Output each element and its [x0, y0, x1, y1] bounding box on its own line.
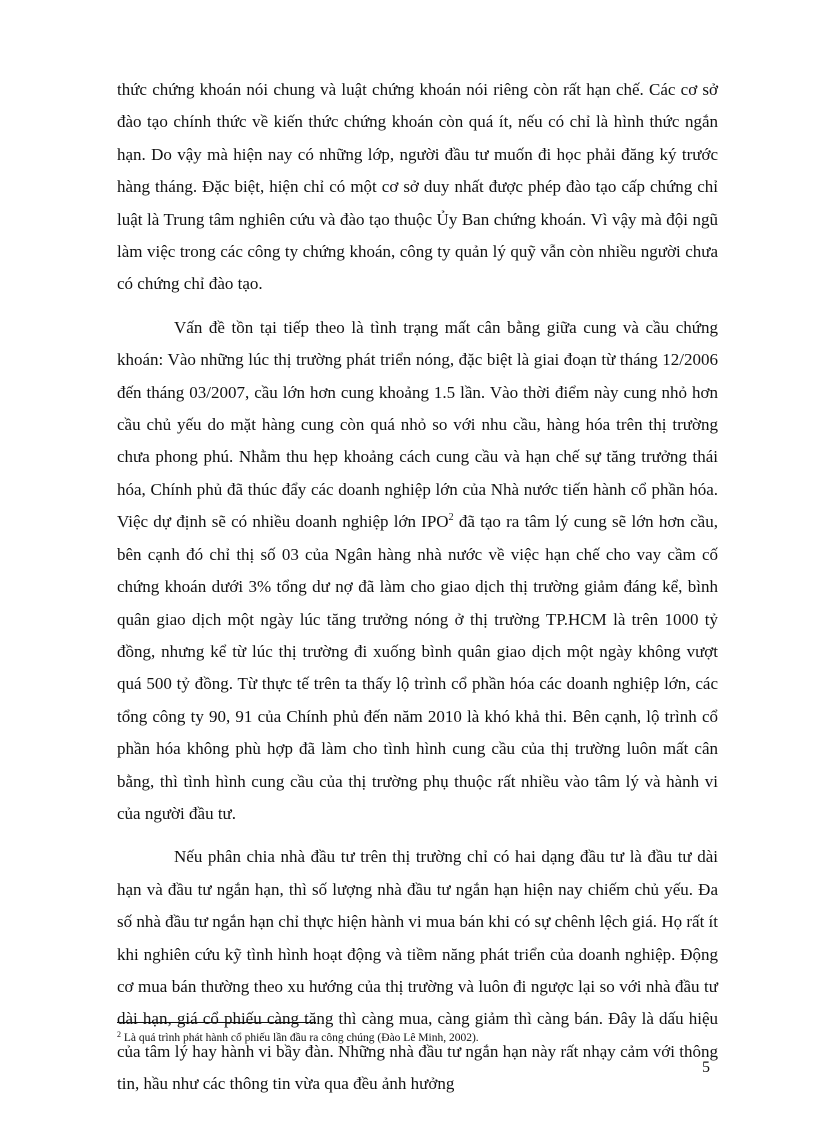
paragraph-text-after-footnote: đã tạo ra tâm lý cung sẽ lớn hơn cầu, bên cạnh đó chỉ thị số 03 của Ngân hàng nhà nước về việc hạn chế cho vay cầm cố chứng khoán dưới 3% tổng dư nợ đã làm cho giao dịch thị trường giảm đáng kể, bình quân giao dịch một ngày lúc tăng trưởng nóng ở thị trường TP.HCM là trên 1000 tỷ đồng, nhưng kể từ lúc thị trường đi xuống bình quân giao dịch một ngày không vượt quá 500 tỷ đồng. Từ thực tế trên ta thấy lộ trình cổ phần hóa các doanh nghiệp lớn, các tổng công ty 90, 91 của Chính phủ đến năm 2010 là khó khả thi. Bên cạnh, lộ trình cổ phần hóa không phù hợp đã làm cho tình hình cung cầu của thị trường luôn mất cân bằng, thì tình hình cung cầu của thị trường phụ thuộc rất nhiều vào tâm lý và hành vi của người đầu tư.: [117, 512, 718, 823]
footnote-divider: [117, 1022, 316, 1023]
footnote-reference: 2: [448, 512, 454, 524]
footnote: [117, 1030, 718, 1046]
body-text: [117, 74, 718, 1112]
paragraph-supply-demand: [117, 312, 718, 831]
page-number: 5: [702, 1059, 710, 1076]
paragraph-investor-types: Nếu phân chia nhà đầu tư trên thị trường chỉ có hai dạng đầu tư là đầu tư dài hạn và đầu tư ngắn hạn, thì số lượng nhà đầu tư ngắn hạn hiện nay chiếm chủ yếu. Đa số nhà đầu tư ngắn hạn chỉ thực hiện hành vi mua bán khi có sự chênh lệch giá. Họ rất ít khi nghiên cứu kỹ tình hình hoạt động và tiềm năng phát triển của doanh nghiệp. Động cơ mua bán thường theo xu hướng của thị trường và luôn đi ngược lại so với nhà đầu tư dài hạn, giá cổ phiếu càng tăng thì càng mua, càng giảm thì càng bán. Đây là dấu hiệu của tâm lý hay hành vi bầy đàn. Những nhà đầu tư ngắn hạn này rất nhạy cảm với thông tin, hầu như các thông tin vừa qua đều ảnh hưởng: [117, 847, 718, 1094]
footnote-text: Là quá trình phát hành cổ phiếu lần đầu ra công chúng (Đào Lê Minh, 2002).: [121, 1032, 479, 1044]
footnote-number: 2: [117, 1030, 121, 1039]
paragraph-continuation: thức chứng khoán nói chung và luật chứng khoán nói riêng còn rất hạn chế. Các cơ sở đào tạo chính thức về kiến thức chứng khoán còn quá ít, nếu có chỉ là hình thức ngắn hạn. Do vậy mà hiện nay có những lớp, người đầu tư muốn đi học phải đăng ký trước hàng tháng. Đặc biệt, hiện chỉ có một cơ sở duy nhất được phép đào tạo cấp chứng chỉ luật là Trung tâm nghiên cứu và đào tạo thuộc Ủy Ban chứng khoán. Vì vậy mà đội ngũ làm việc trong các công ty chứng khoán, công ty quản lý quỹ vẫn còn nhiều người chưa có chứng chỉ đào tạo.: [117, 80, 718, 294]
paragraph-text-before-footnote: Vấn đề tồn tại tiếp theo là tình trạng mất cân bằng giữa cung và cầu chứng khoán: Vào những lúc thị trường phát triển nóng, đặc biệt là giai đoạn từ tháng 12/2006 đến tháng 03/2007, cầu lớn hơn cung khoảng 1.5 lần. Vào thời điểm này cung nhỏ hơn cầu chủ yếu do mặt hàng cung còn quá nhỏ so với nhu cầu, hàng hóa trên thị trường chưa phong phú. Nhằm thu hẹp khoảng cách cung cầu và hạn chế sự tăng trưởng thái hóa, Chính phủ đã thúc đẩy các doanh nghiệp lớn của Nhà nước tiến hành cổ phần hóa. Việc dự định sẽ có nhiều doanh nghiệp lớn IPO: [117, 317, 718, 532]
